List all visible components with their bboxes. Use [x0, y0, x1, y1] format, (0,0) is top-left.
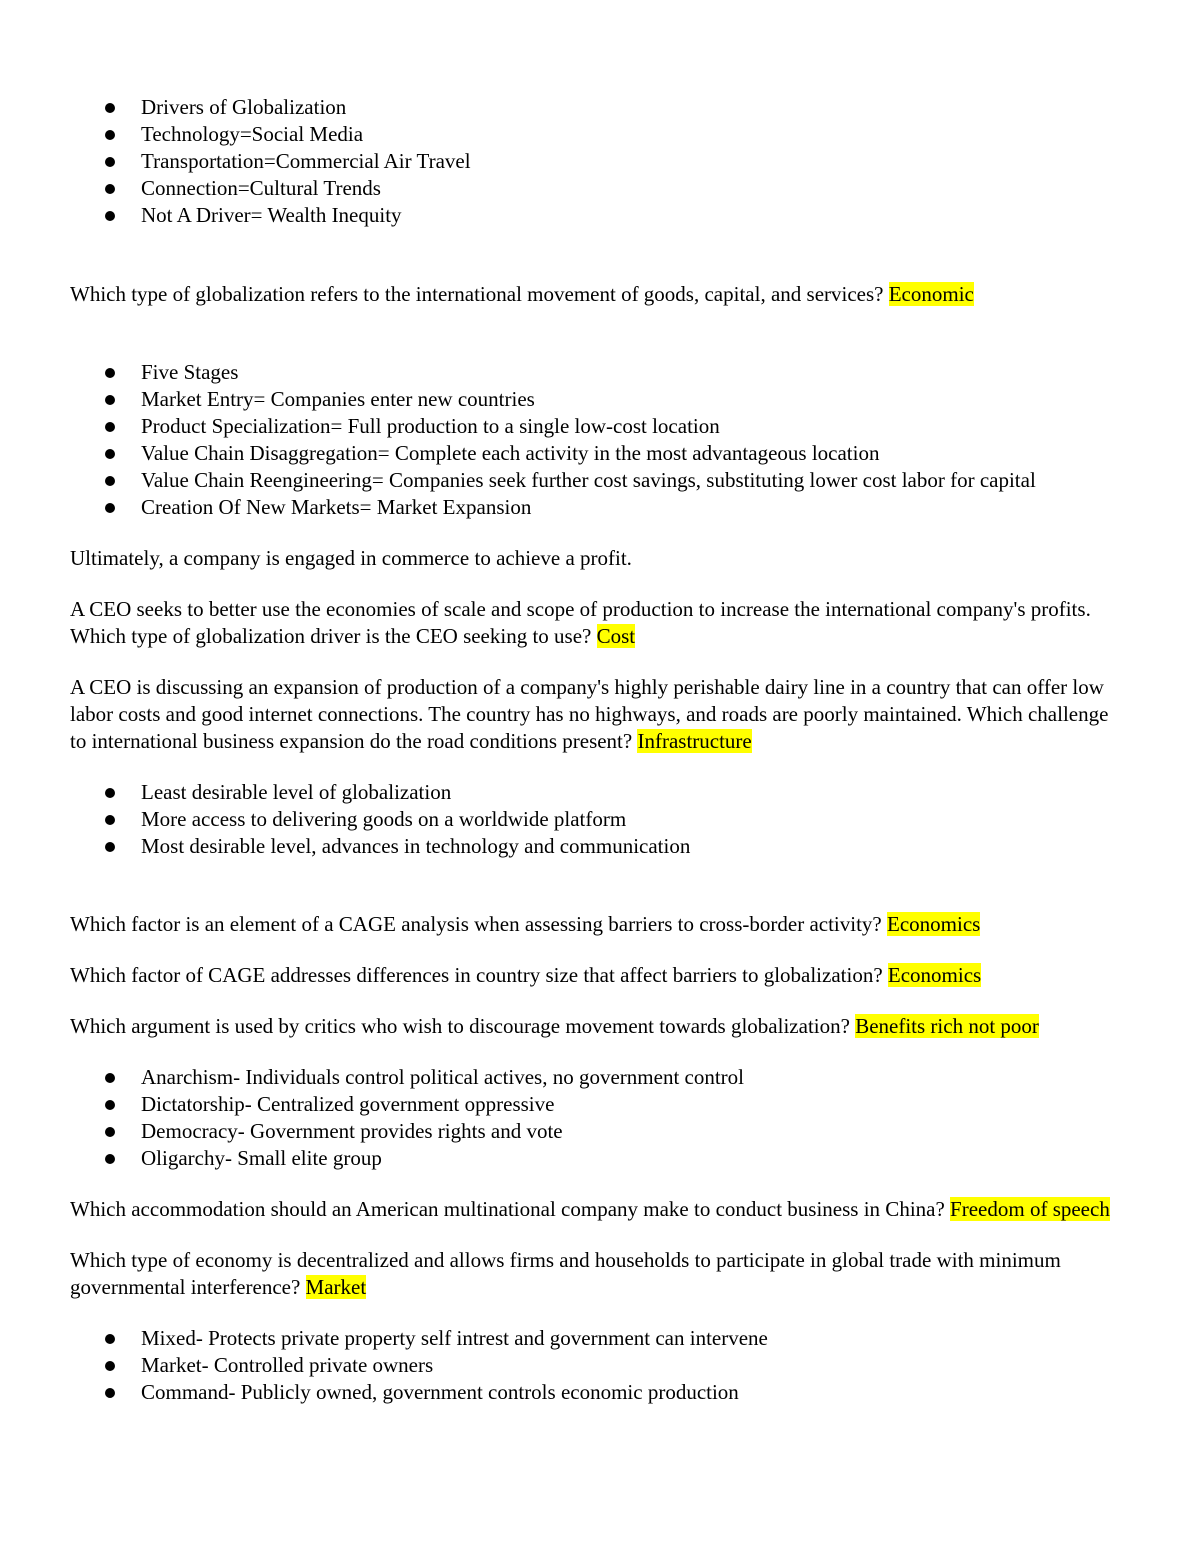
answer-highlight: Benefits rich not poor [855, 1014, 1039, 1038]
economy-list [70, 1325, 1130, 1406]
list-item: Market Entry= Companies enter new countries [70, 386, 1130, 413]
stages-list [70, 359, 1130, 521]
answer-highlight: Freedom of speech [950, 1197, 1110, 1221]
bullet-icon [105, 368, 115, 378]
bullet-icon [105, 1154, 115, 1164]
list-item: Not A Driver= Wealth Inequity [70, 202, 1130, 229]
question-china: Which accommodation should an American multinational company make to conduct business in China? Freedom of speech [70, 1197, 1110, 1221]
answer-highlight: Infrastructure [637, 729, 752, 753]
list-item: Value Chain Disaggregation= Complete each activity in the most advantageous location [70, 440, 1130, 467]
bullet-icon [105, 1334, 115, 1344]
list-item: Market- Controlled private owners [70, 1352, 1130, 1379]
bullet-icon [105, 1127, 115, 1137]
bullet-icon [105, 1100, 115, 1110]
bullet-icon [105, 815, 115, 825]
list-item: Product Specialization= Full production to a single low-cost location [70, 413, 1130, 440]
document-page [70, 94, 1130, 1406]
list-item: Creation Of New Markets= Market Expansion [70, 494, 1130, 521]
bullet-icon [105, 395, 115, 405]
question-market: Which type of economy is decentralized and allows firms and households to participate in global trade with minimum governmental interference? Market [70, 1248, 1061, 1299]
bullet-icon [105, 422, 115, 432]
answer-highlight: Cost [596, 624, 636, 648]
bullet-icon [105, 476, 115, 486]
question-cage-element: Which factor is an element of a CAGE analysis when assessing barriers to cross-border activity? Economics [70, 912, 981, 936]
list-item: Most desirable level, advances in technology and communication [70, 833, 1130, 860]
answer-highlight: Market [305, 1275, 367, 1299]
government-list [70, 1064, 1130, 1172]
list-item: Connection=Cultural Trends [70, 175, 1130, 202]
bullet-icon [105, 1388, 115, 1398]
bullet-icon [105, 449, 115, 459]
drivers-list [70, 94, 1130, 229]
list-item: Command- Publicly owned, government controls economic production [70, 1379, 1130, 1406]
list-item: Anarchism- Individuals control political actives, no government control [70, 1064, 1130, 1091]
list-item: Dictatorship- Centralized government oppressive [70, 1091, 1130, 1118]
question-cage-size: Which factor of CAGE addresses differences in country size that affect barriers to globalization? Economics [70, 963, 982, 987]
bullet-icon [105, 103, 115, 113]
bullet-icon [105, 1073, 115, 1083]
list-item: Drivers of Globalization [70, 94, 1130, 121]
question-economic: Which type of globalization refers to the international movement of goods, capital, and services? Economic [70, 282, 974, 306]
answer-highlight: Economic [888, 282, 974, 306]
bullet-icon [105, 842, 115, 852]
list-item: Technology=Social Media [70, 121, 1130, 148]
list-item: Value Chain Reengineering= Companies seek further cost savings, substituting lower cost labor for capital [70, 467, 1130, 494]
list-item: Mixed- Protects private property self intrest and government can intervene [70, 1325, 1130, 1352]
question-critics: Which argument is used by critics who wish to discourage movement towards globalization? Benefits rich not poor [70, 1014, 1039, 1038]
list-item: Oligarchy- Small elite group [70, 1145, 1130, 1172]
list-item: Transportation=Commercial Air Travel [70, 148, 1130, 175]
question-cost: A CEO seeks to better use the economies of scale and scope of production to increase the international company's profits. Which type of globalization driver is the CEO seeking to use? Cost [70, 597, 1091, 648]
bullet-icon [105, 157, 115, 167]
bullet-icon [105, 788, 115, 798]
list-item: Democracy- Government provides rights and vote [70, 1118, 1130, 1145]
bullet-icon [105, 184, 115, 194]
profit-statement: Ultimately, a company is engaged in commerce to achieve a profit. [70, 546, 632, 570]
bullet-icon [105, 130, 115, 140]
list-item: More access to delivering goods on a worldwide platform [70, 806, 1130, 833]
question-infrastructure: A CEO is discussing an expansion of production of a company's highly perishable dairy line in a country that can offer low labor costs and good internet connections. The country has no highways, and roads are poorly maintained. Which challenge to international business expansion do the road conditions present? Infrastructure [70, 675, 1109, 753]
list-item: Least desirable level of globalization [70, 779, 1130, 806]
list-item: Five Stages [70, 359, 1130, 386]
answer-highlight: Economics [887, 912, 981, 936]
bullet-icon [105, 503, 115, 513]
answer-highlight: Economics [887, 963, 982, 987]
levels-list [70, 779, 1130, 860]
bullet-icon [105, 211, 115, 221]
bullet-icon [105, 1361, 115, 1371]
